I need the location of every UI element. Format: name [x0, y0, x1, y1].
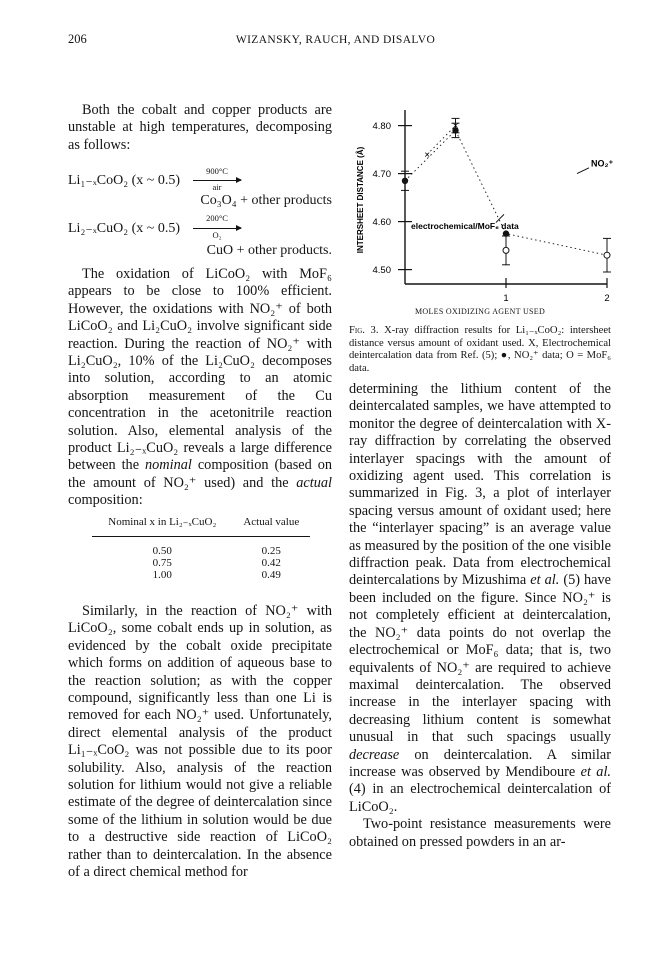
right-column-text	[349, 381, 611, 851]
data-point-no2	[402, 178, 408, 184]
intro-paragraph: Both the cobalt and copper products are unstable at high temperatures, decomposing as follows:	[68, 102, 332, 153]
data-point-mof6	[604, 252, 610, 258]
y-tick-label: 4.50	[372, 265, 391, 277]
y-tick-label: 4.60	[372, 217, 391, 229]
table-header-actual: Actual value	[233, 515, 310, 537]
figure-3-chart	[349, 96, 615, 316]
data-point-x: ×	[452, 121, 459, 133]
annotation-no2: NO₂⁺	[591, 158, 614, 169]
table-cell: 0.42	[261, 557, 281, 569]
right-para1-d: (4) in an electrochemical deintercalation of LiCoO₂.	[349, 781, 611, 815]
left-paragraph-1	[68, 266, 332, 510]
annotation-electrochemical: electrochemical/MoF₆ data	[411, 220, 519, 231]
y-tick-label: 4.70	[372, 169, 391, 181]
left-paragraph-2	[68, 603, 332, 882]
right-para1-a: determining the lithium content of the deintercalated samples, we have attempted to monitor the degree of deintercalation with X-ray diffraction by correlating the observed interlayer spacings with the amount of oxidizing agent used. This correlation is summarized in Fig. 3, a plot of interlayer spacing versus amount of oxidant used; here the “interlayer spacing” is an average value as measured by the position of the one visible diffraction peak. Data from electrochemical deintercalations by Mizushima	[349, 381, 611, 589]
y-tick-label: 4.80	[372, 121, 391, 133]
table-cell: 0.49	[261, 569, 281, 581]
right-para1-italic-3: et al.	[580, 763, 611, 780]
table-header-nominal: Nominal x in Li₂₋ₓCuO₂	[92, 515, 233, 537]
right-para1-italic-decrease: decrease	[349, 746, 400, 763]
table-cell: 0.50	[152, 545, 172, 557]
reaction1-lhs: Li₁₋ₓCoO₂ (x ~ 0.5)	[68, 173, 180, 188]
reaction1-cond-bottom: air	[212, 182, 222, 192]
data-point-x: ×	[424, 149, 431, 161]
para1-mid: composition (based on the amount of NO₂⁺ used) and the	[68, 457, 333, 491]
table-cell: 1.00	[152, 569, 172, 581]
table-row	[92, 537, 310, 558]
reaction1-arrow	[193, 180, 241, 181]
para1-text: The oxidation of LiCoO₂ with MoF₆ appears to be close to 100% efficient. However, the oxidations with NO₂⁺ of both LiCoO₂ and Li₂CuO₂ involve significant side reaction. During the reaction of NO₂⁺ with Li₂CuO₂, 10% of the Li₂CuO₂ decomposes into solution, according to an atomic absorption measurement of the Cu concentration in the acetonitrile reaction solution. Also, elemental analysis of the product Li₂₋ₓCuO₂ reveals a large difference between the	[68, 266, 332, 474]
table-row	[92, 569, 310, 581]
chart-xlabel: MOLES OXIDIZING AGENT USED	[414, 307, 546, 316]
right-para1-b: (5) have been included on the figure. Since NO₂⁺ is not completely efficient at deintercalation, the NO₂⁺ data points do not overlap the electrochemical or MoF₆ data; that is, two equivalents of NO₂⁺ are required to achieve maximal deintercalation. The observed increase in the interlayer spacing with decreasing lithium content is somewhat unusual in that such spacings usually	[349, 572, 611, 746]
page-number: 206	[68, 32, 87, 46]
para1-italic-actual: actual	[296, 474, 333, 491]
table-row	[92, 557, 310, 569]
caption-label: Fig. 3.	[349, 325, 379, 336]
chart-ylabel: INTERSHEET DISTANCE (Å)	[356, 146, 365, 254]
reaction2-products: CuO + other products.	[206, 243, 332, 258]
reaction1-products: Co₃O₄ + other products	[200, 193, 332, 208]
caption-text: X-ray diffraction results for Li₁₋ₓCoO₂: intersheet distance versus amount of oxidant used. X, Electrochemical deintercalation data from Ref. (5); ●, NO₂⁺ data; O = MoF₆ data.	[349, 325, 611, 374]
reaction2-arrow	[193, 228, 241, 229]
para1-italic-nominal: nominal	[145, 457, 192, 474]
table-cell: 0.25	[261, 545, 281, 557]
composition-table	[92, 515, 310, 581]
running-head: WIZANSKY, RAUCH, AND DISALVO	[235, 34, 436, 46]
right-para1-c: on deintercalation. A similar increase was observed by Mendiboure	[349, 746, 611, 780]
annotation-arrow	[577, 168, 589, 174]
right-para2: Two-point resistance measurements were obtained on pressed powders in an ar-	[349, 816, 611, 850]
left-column-intro	[68, 102, 332, 154]
figure-caption	[349, 325, 611, 375]
para2-text: Similarly, in the reaction of NO₂⁺ with LiCoO₂, some cobalt ends up in solution, as evidenced by the cobalt oxide precipitate which forms on addition of aqueous base to the reaction solution; as with the copper compound, significantly less than one Li is removed for each NO₂⁺ used. Unfortunately, direct elemental analysis of the product Li₁₋ₓCoO₂ was not possible due to its poor solubility. Also, analysis of the reaction solution for lithium would not give a reliable estimate of the degree of deintercalation since some of the lithium in solution would be due to a destructive side reaction of LiCoO₂ rather than to deintercalation. In the absence of a direct chemical method for	[68, 603, 332, 881]
data-point-mof6	[503, 247, 509, 253]
reaction2-lhs: Li₂₋ₓCuO₂ (x ~ 0.5)	[68, 221, 180, 236]
para1-end: composition:	[68, 492, 143, 509]
x-tick-label: 2	[604, 293, 610, 304]
reaction2-cond-top: 200°C	[206, 213, 228, 223]
table-header-row	[92, 515, 310, 537]
reaction2-cond-bottom: O₂	[212, 230, 222, 240]
x-tick-label: 1	[503, 293, 509, 304]
series-line	[427, 126, 455, 155]
right-para1-italic: et al.	[530, 572, 560, 589]
table-cell: 0.75	[152, 557, 172, 569]
reaction1-cond-top: 900°C	[206, 166, 228, 176]
